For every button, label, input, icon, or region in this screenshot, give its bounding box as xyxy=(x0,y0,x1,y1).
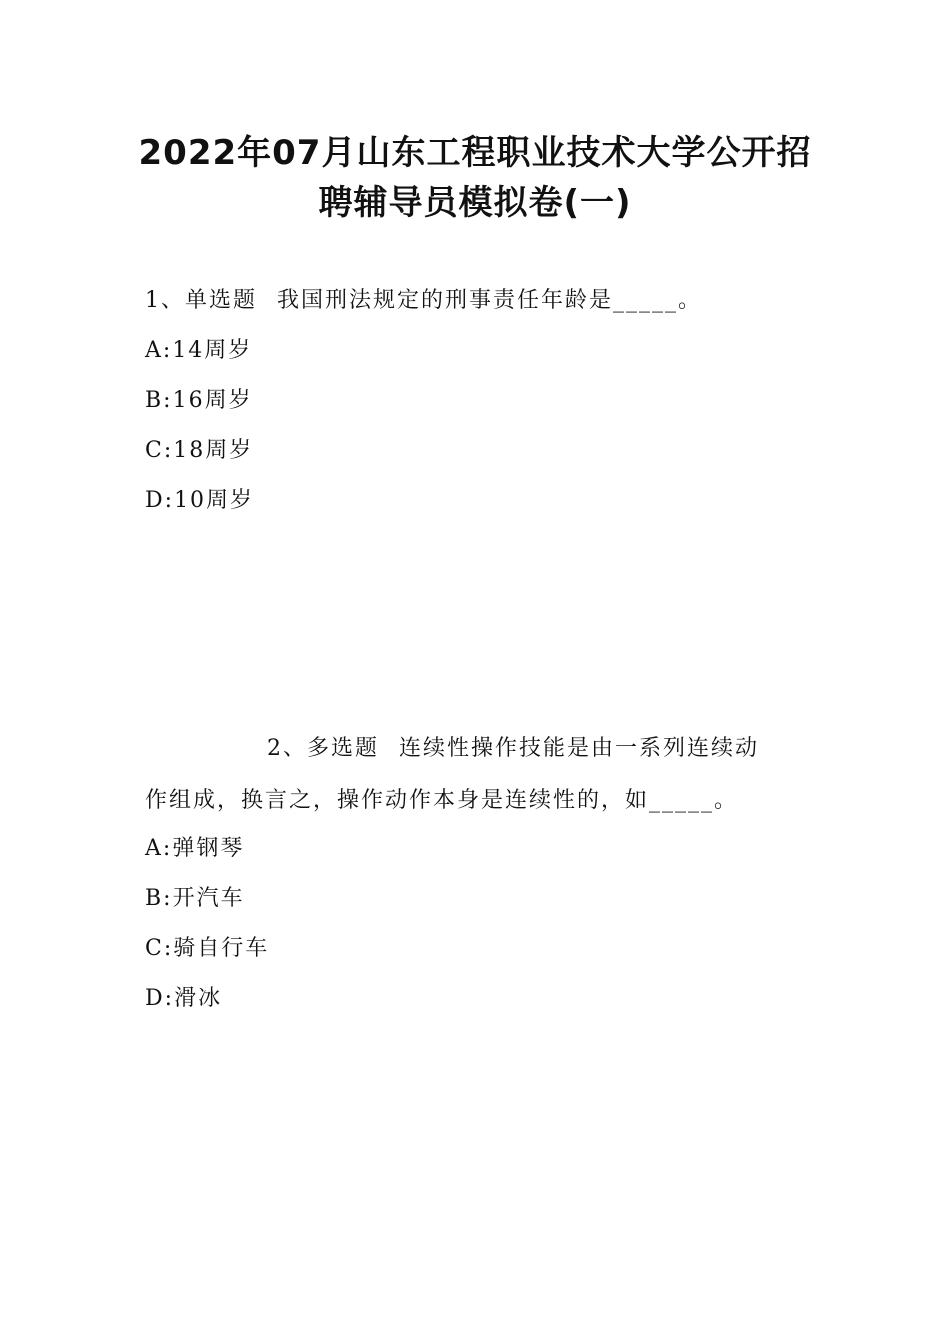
question-2-option-b xyxy=(145,884,245,914)
question-1-header xyxy=(145,286,702,316)
question-2-option-a xyxy=(145,834,244,864)
option-label: B: xyxy=(145,388,173,413)
question-2-header xyxy=(145,734,810,764)
option-label: C: xyxy=(145,438,174,463)
title-line-2: 聘辅导员模拟卷(一) xyxy=(318,183,632,223)
question-1-option-b xyxy=(145,386,253,416)
title-line-1: 2022年07月山东工程职业技术大学公开招 xyxy=(138,133,812,173)
option-text: 18周岁 xyxy=(173,438,254,463)
question-2-number: 2、 xyxy=(267,736,307,761)
question-1-type: 单选题 xyxy=(185,288,258,313)
question-1-number: 1、 xyxy=(145,288,185,313)
question-2-option-d xyxy=(145,984,222,1014)
question-1-option-d xyxy=(145,486,254,516)
option-text: 弹钢琴 xyxy=(172,836,245,861)
document-title xyxy=(100,128,850,228)
question-2-option-c xyxy=(145,934,269,964)
question-2-stem-line-1: 连续性操作技能是由一系列连续动 xyxy=(399,736,760,761)
question-1-option-a xyxy=(145,336,252,366)
option-text: 骑自行车 xyxy=(173,936,270,961)
option-label: D: xyxy=(145,488,175,513)
option-text: 滑冰 xyxy=(174,986,223,1011)
option-text: 10周岁 xyxy=(174,488,255,513)
question-2-stem-line-2: 作组成，换言之，操作动作本身是连续性的，如_____。 xyxy=(145,788,739,813)
option-text: 16周岁 xyxy=(172,388,253,413)
question-2-type: 多选题 xyxy=(307,736,380,761)
option-label: D: xyxy=(145,986,175,1011)
question-1-option-c xyxy=(145,436,253,466)
option-label: C: xyxy=(145,936,174,961)
option-label: A: xyxy=(145,836,173,861)
option-label: A: xyxy=(145,338,173,363)
question-1-stem: 我国刑法规定的刑事责任年龄是_____。 xyxy=(277,288,703,313)
option-label: B: xyxy=(145,886,173,911)
option-text: 14周岁 xyxy=(172,338,253,363)
option-text: 开汽车 xyxy=(172,886,245,911)
